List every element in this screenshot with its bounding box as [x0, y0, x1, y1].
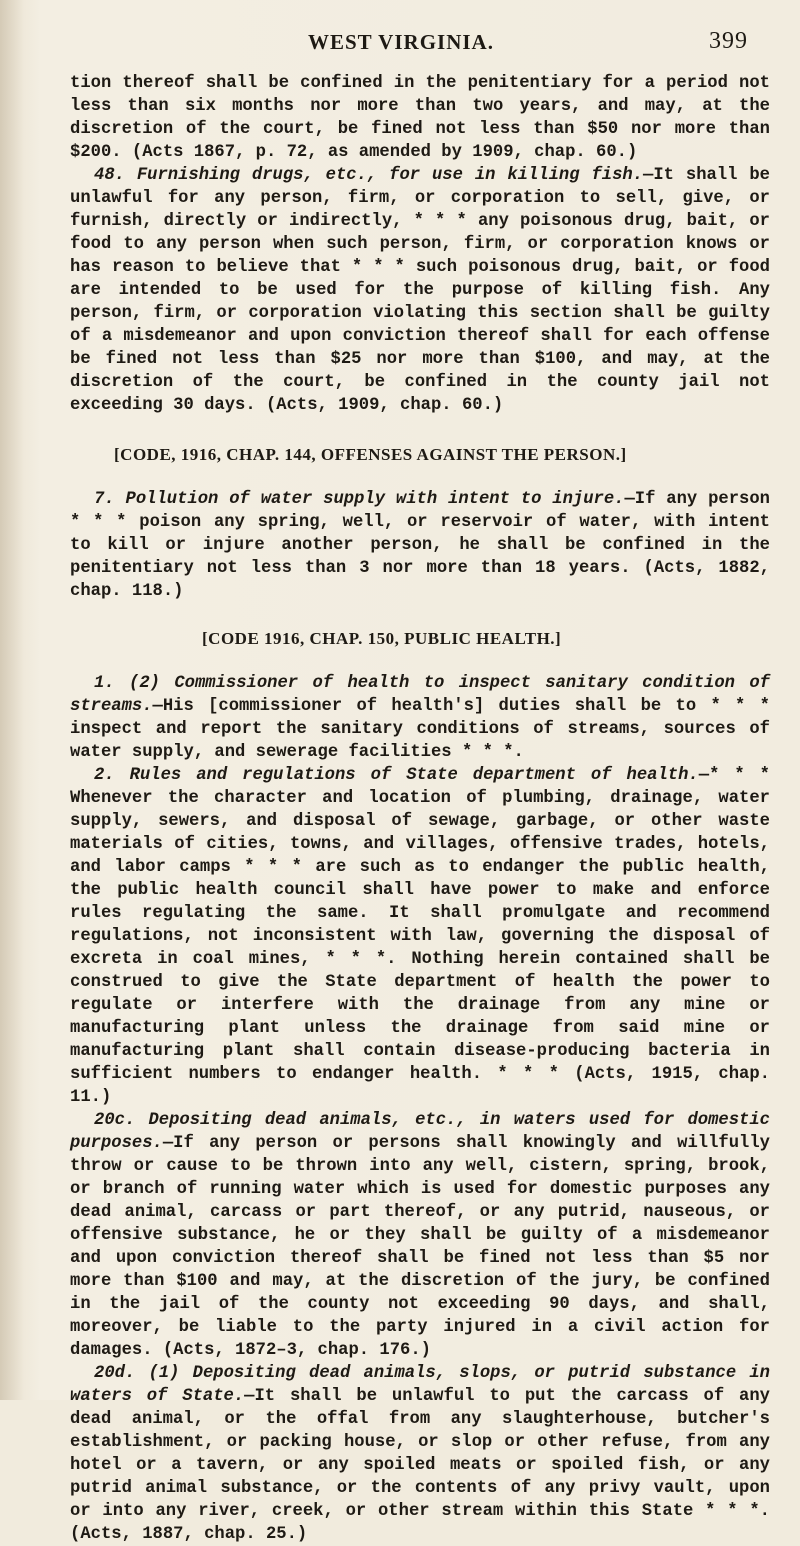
section-lead: 2. Rules and regulations of State department of health.: [94, 766, 699, 785]
section-lead: 48. Furnishing drugs, etc., for use in killing fish.: [94, 166, 644, 185]
section-lead: 20d. (1) Depositing dead animals, slops, or putrid substance in waters of State.: [70, 1364, 770, 1406]
section-lead: 1. (2) Commissioner of health to inspect sanitary condition of streams.: [70, 674, 770, 716]
paragraph-section-20c: [70, 1109, 770, 1362]
running-header: [70, 24, 770, 58]
paragraph-section-48: [70, 164, 770, 417]
paragraph-text: tion thereof shall be confined in the penitentiary for a period not less than six months nor more than two years, and may, at the discretion of the court, be fined not less than $50 nor more than $200. (Acts 1867, p. 72, as amended by 1909, chap. 60.): [70, 74, 770, 162]
paragraph-continuation: [70, 72, 770, 164]
paragraph-section-2: [70, 764, 770, 1109]
section-lead: 20c. Depositing dead animals, etc., in waters used for domestic purposes.: [70, 1111, 770, 1153]
code-heading-offenses: [CODE, 1916, CHAP. 144, OFFENSES AGAINST THE PERSON.]: [114, 445, 627, 464]
header-title: WEST VIRGINIA.: [308, 30, 494, 54]
paragraph-section-20d: [70, 1362, 770, 1546]
document-body: [70, 72, 770, 1546]
paragraph-section-1-2: [70, 672, 770, 764]
code-heading-public-health: [CODE 1916, CHAP. 150, PUBLIC HEALTH.]: [202, 629, 562, 648]
section-lead: 7. Pollution of water supply with intent to injure.: [94, 490, 625, 509]
paragraph-text: —If any person or persons shall knowingly and willfully throw or cause to be thrown into any well, cistern, spring, brook, or branch of running water which is used for domestic purposes any dead animal, carcass or part thereof, or any putrid, nauseous, or offensive substance, he or they shall be guilty of a misdemeanor and upon conviction thereof shall be fined not less than $5 nor more than $100 and may, at the discretion of the jury, be confined in the jail of the county not exceeding 90 days, and shall, moreover, be liable to the party injured in a civil action for damages. (Acts, 1872–3, chap. 176.): [70, 1134, 770, 1360]
paragraph-text: —It shall be unlawful to put the carcass of any dead animal, or the offal from any slaughterhouse, butcher's establishment, or packing house, or slop or other refuse, from any hotel or a tavern, or any spoiled meats or spoiled fish, or any putrid animal substance, or the contents of any privy vault, upon or into any river, creek, or other stream within this State * * *. (Acts, 1887, chap. 25.): [70, 1387, 770, 1544]
paragraph-text: —If any person * * * poison any spring, well, or reservoir of water, with intent to kill or injure another person, he shall be confined in the penitentiary not less than 3 nor more than 18 years. (Acts, 1882, chap. 118.): [70, 490, 770, 601]
paragraph-section-7: [70, 488, 770, 603]
page-number: 399: [709, 28, 748, 54]
paragraph-text: —His [commissioner of health's] duties shall be to * * * inspect and report the sanitary conditions of streams, sources of water supply, and sewerage facilities * * *.: [70, 697, 770, 762]
paragraph-text: —* * * Whenever the character and location of plumbing, drainage, water supply, sewers, and disposal of sewage, garbage, or other waste materials of cities, towns, and villages, offensive trades, hotels, and labor camps * * * are such as to endanger the public health, the public health council shall have power to make and enforce rules regulating the same. It shall promulgate and recommend regulations, not inconsistent with law, governing the disposal of excreta in coal mines, * * *. Nothing herein contained shall be construed to give the State department of health the power to regulate or interfere with the drainage from any mine or manufacturing plant unless the drainage from said mine or manufacturing plant shall contain disease-producing bacteria in sufficient numbers to endanger health. * * * (Acts, 1915, chap. 11.): [70, 766, 771, 1107]
paragraph-text: —It shall be unlawful for any person, firm, or corporation to sell, give, or furnish, directly or indirectly, * * * any poisonous drug, bait, or food to any person when such person, firm, or corporation knows or has reason to believe that * * * such poisonous drug, bait, or food are intended to be used for the purpose of killing fish. Any person, firm, or corporation violating this section shall be guilty of a misdemeanor and upon conviction thereof shall for each offense be fined not less than $25 nor more than $100, and may, at the discretion of the court, be confined in the county jail not exceeding 30 days. (Acts, 1909, chap. 60.): [70, 166, 770, 415]
